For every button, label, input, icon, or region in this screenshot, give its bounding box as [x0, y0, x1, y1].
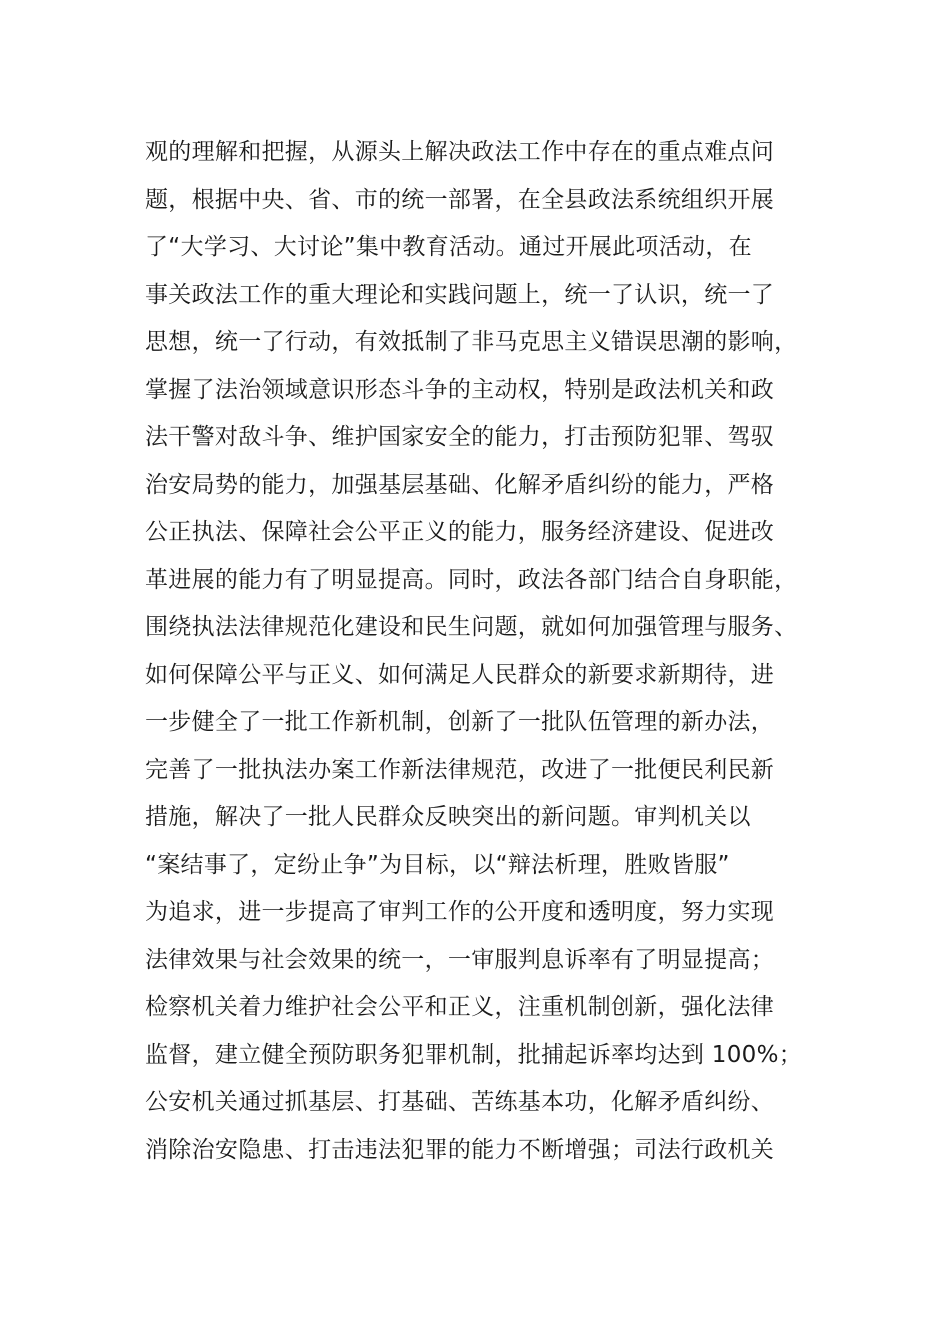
text-line-22: 消除治安隐患、打击违法犯罪的能力不断增强；司法行政机关 [145, 1136, 775, 1163]
text-line-11: 围绕执法法律规范化建设和民生问题，就如何加强管理与服务、 [145, 614, 798, 640]
text-line-17: 为追求，进一步提高了审判工作的公开度和透明度，努力实现 [145, 899, 775, 925]
text-line-13: 一步健全了一批工作新机制，创新了一批队伍管理的新办法， [145, 709, 775, 735]
text-line-10: 革进展的能力有了明显提高。同时，政法各部门结合自身职能， [145, 566, 798, 593]
text-line-19: 检察机关着力维护社会公平和正义，注重机制创新，强化法律 [145, 994, 775, 1020]
text-line-20: 监督，建立健全预防职务犯罪机制，批捕起诉率均达到 100%； [145, 1041, 803, 1068]
text-line-4: 事关政法工作的重大理论和实践问题上，统一了认识，统一了 [145, 281, 775, 308]
text-line-18: 法律效果与社会效果的统一，一审服判息诉率有了明显提高； [145, 946, 775, 973]
text-line-9: 公正执法、保障社会公平正义的能力，服务经济建设、促进改 [145, 519, 775, 545]
body-paragraph [145, 129, 835, 1174]
text-line-14: 完善了一批执法办案工作新法律规范，改进了一批便民利民新 [145, 756, 775, 783]
text-line-3: 了“大学习、大讨论”集中教育活动。通过开展此项活动，在 [145, 234, 752, 260]
text-line-12: 如何保障公平与正义、如何满足人民群众的新要求新期待，进 [145, 661, 775, 688]
text-line-21: 公安机关通过抓基层、打基础、苦练基本功，化解矛盾纠纷、 [145, 1089, 775, 1115]
text-line-7: 法干警对敌斗争、维护国家安全的能力，打击预防犯罪、驾驭 [145, 424, 775, 450]
text-line-16: “案结事了，定纷止争”为目标，以“辩法析理，胜败皆服” [145, 851, 730, 878]
text-line-15: 措施，解决了一批人民群众反映突出的新问题。审判机关以 [145, 804, 751, 830]
text-line-2: 题，根据中央、省、市的统一部署，在全县政法系统组织开展 [145, 186, 775, 213]
text-line-8: 治安局势的能力，加强基层基础、化解矛盾纠纷的能力，严格 [145, 471, 775, 498]
text-line-5: 思想，统一了行动，有效抵制了非马克思主义错误思潮的影响， [145, 329, 798, 355]
text-line-6: 掌握了法治领域意识形态斗争的主动权，特别是政法机关和政 [145, 376, 775, 403]
text-line-1: 观的理解和把握，从源头上解决政法工作中存在的重点难点问 [145, 139, 775, 165]
